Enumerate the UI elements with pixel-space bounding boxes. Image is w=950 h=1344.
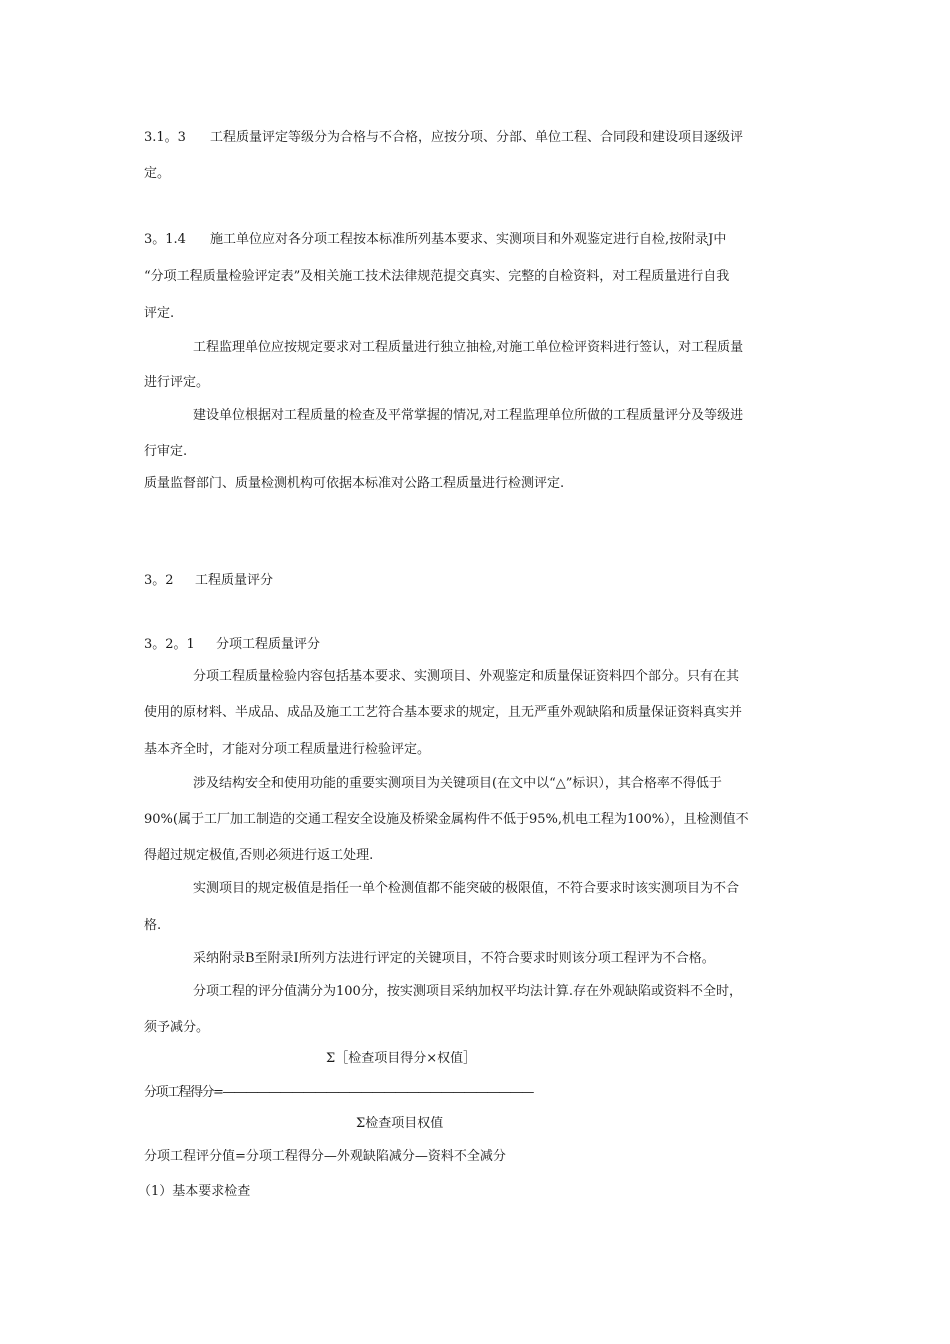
section-3-2-heading [144, 572, 273, 590]
paragraph-owner-line2: 行审定. [144, 444, 188, 459]
paragraph-score-line1: 分项工程的评分值满分为100分，按实测项目采纳加权平均法计算.存在外观缺陷或资料不全时， [193, 984, 742, 999]
formula-numerator: Σ［检查项目得分×权值］ [326, 1051, 477, 1066]
paragraph-content-line1: 分项工程质量检验内容包括基本要求、实测项目、外观鉴定和质量保证资料四个部分。只有在其 [193, 669, 740, 684]
paragraph-score-line2: 须予减分。 [144, 1020, 210, 1035]
paragraph-limit-line1: 实测项目的规定极值是指任一单个检测值都不能突破的极限值，不符合要求时该实测项目为不合 [193, 881, 740, 896]
paragraph-content-line2: 使用的原材料、半成品、成品及施工工艺符合基本要求的规定，且无严重外观缺陷和质量保证资料真实并 [144, 705, 743, 720]
paragraph-key-items-line2: 90%(属于工厂加工制造的交通工程安全设施及桥梁金属构件不低于95%,机电工程为100%），且检测值不 [144, 812, 749, 827]
formula-score-value: 分项工程评分值=分项工程得分—外观缺陷减分—资料不全减分 [144, 1149, 506, 1164]
section-number: 3.1。3 [144, 130, 186, 145]
section-title: 分项工程质量评分 [216, 637, 321, 652]
section-3-1-4-line2: “分项工程质量检验评定表”及相关施工技术法律规范提交真实、完整的自检资料，对工程质量进行自我 [144, 269, 730, 284]
paragraph-quality-dept: 质量监督部门、质量检测机构可依据本标准对公路工程质量进行检测评定. [144, 476, 565, 491]
section-number: 3。1.4 [144, 232, 186, 247]
paragraph-owner-line1: 建设单位根据对工程质量的检查及平常掌握的情况,对工程监理单位所做的工程质量评分及等级进 [193, 408, 744, 423]
paragraph-key-items-line1: 涉及结构安全和使用功能的重要实测项目为关键项目(在文中以“△”标识），其合格率不得低于 [193, 776, 722, 791]
paragraph-key-items-line3: 得超过规定极值,否则必须进行返工处理. [144, 848, 374, 863]
section-number: 3。2。1 [144, 637, 195, 652]
paragraph-appendix: 采纳附录B至附录I所列方法进行评定的关键项目，不符合要求时则该分项工程评为不合格。 [193, 951, 715, 966]
section-number: 3。2 [144, 573, 174, 588]
section-title: 工程质量评分 [195, 573, 274, 588]
section-3-1-4-line3: 评定. [144, 306, 175, 321]
section-3-1-3-line2: 定。 [144, 166, 171, 181]
section-3-1-4-line1: 3。1.4 施工单位应对各分项工程按本标准所列基本要求、实测项目和外观鉴定进行自检,按附录J中 [144, 232, 727, 247]
paragraph-supervision-line1: 工程监理单位应按规定要求对工程质量进行独立抽检,对施工单位检评资料进行签认，对工程质量 [193, 340, 744, 355]
section-3-2-1-heading [144, 636, 320, 654]
paragraph-supervision-line2: 进行评定。 [144, 375, 210, 390]
formula-lhs: 分项工程得分=——————————————————————————— [144, 1085, 533, 1100]
formula-denominator: Σ检查项目权值 [356, 1116, 444, 1131]
section-3-1-3-line1: 3.1。3 工程质量评定等级分为合格与不合格，应按分项、分部、单位工程、合同段和建设项目逐级评 [144, 130, 744, 145]
paragraph-content-line3: 基本齐全时，才能对分项工程质量进行检验评定。 [144, 742, 431, 757]
paragraph-limit-line2: 格. [144, 918, 162, 933]
item-basic-requirements: （1）基本要求检查 [138, 1184, 251, 1199]
